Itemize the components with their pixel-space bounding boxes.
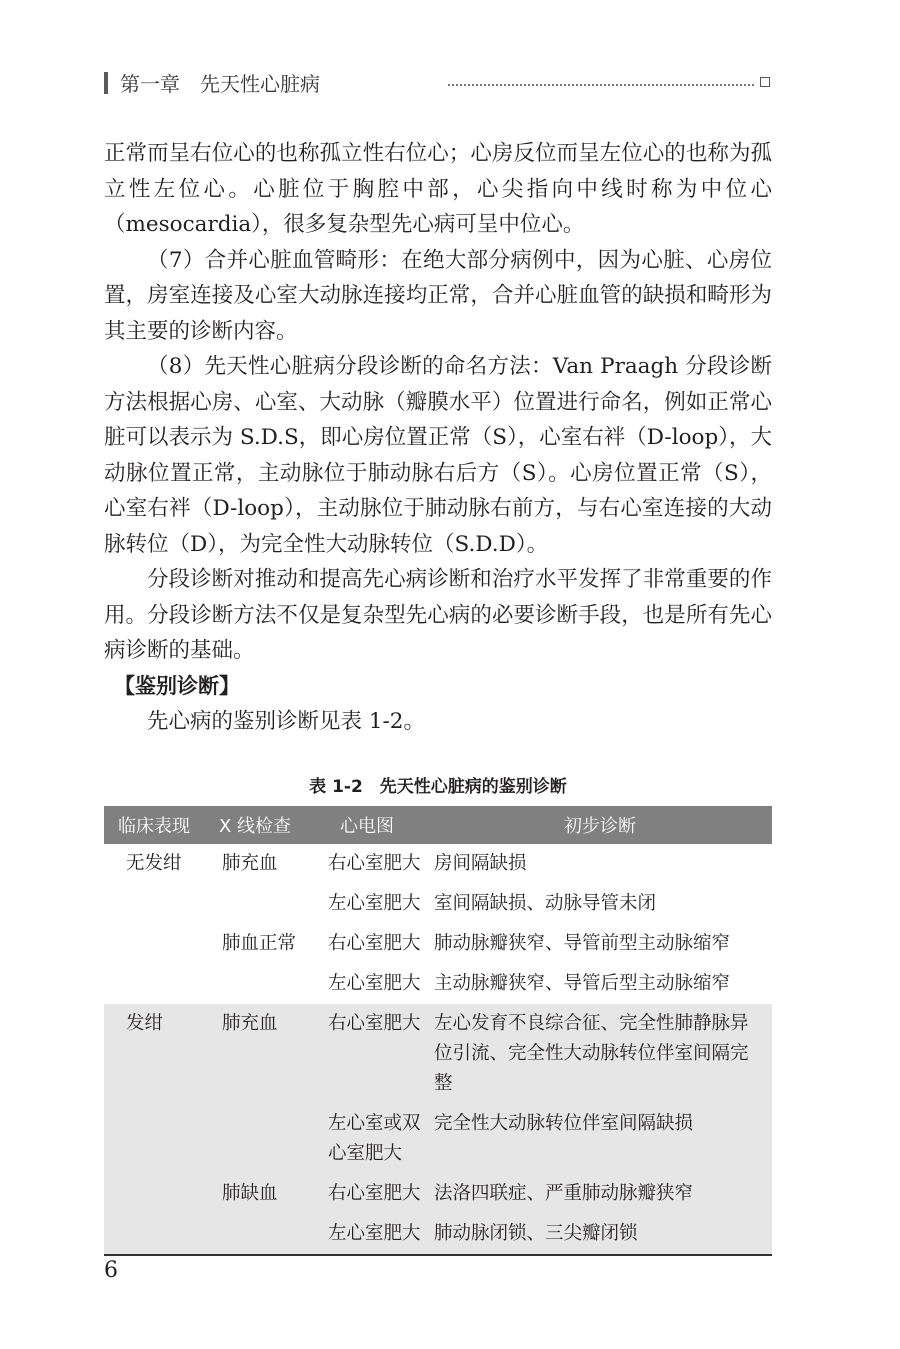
column-header: X 线检查 xyxy=(218,816,292,837)
table-cell: 无发绀 xyxy=(126,853,182,874)
table-cell xyxy=(204,1214,306,1255)
differential-diagnosis-table xyxy=(104,806,772,1256)
running-header xyxy=(104,64,772,100)
table-row xyxy=(104,964,772,1004)
table-cell: 法洛四联症、严重肺动脉瓣狭窄 xyxy=(434,1183,694,1204)
section-heading: 【鉴别诊断】 xyxy=(114,673,240,698)
table-cell: 左心室肥大 xyxy=(328,973,421,994)
table-cell xyxy=(104,1104,204,1174)
column-header: 临床表现 xyxy=(118,816,190,837)
body-text xyxy=(104,136,772,740)
table-cell xyxy=(104,884,204,924)
table-cell: 肺动脉闭锁、三尖瓣闭锁 xyxy=(428,1214,772,1255)
section-intro: 先心病的鉴别诊断见表 1-2。 xyxy=(147,709,425,734)
paragraph: （8）先天性心脏病分段诊断的命名方法：Van Praagh 分段诊断方法根据心房、心室、大动脉（瓣膜水平）位置进行命名，例如正常心脏可以表示为 S.D.S，即心房位置正常（S），心室右袢（D-loop），大动脉位置正常，主动脉位于肺动脉右后方（S）。心房位置正常（S），心室右袢（D-loop），主动脉位于肺动脉右前方，与右心室连接的大动脉转位（D），为完全性大动脉转位（S.D.D）。 xyxy=(104,354,772,557)
page-number: 6 xyxy=(104,1258,118,1283)
header-end-mark xyxy=(760,77,770,87)
table-cell: 右心室肥大 xyxy=(328,1183,421,1204)
column-header: 初步诊断 xyxy=(564,816,636,837)
table-row xyxy=(104,1214,772,1255)
table-row xyxy=(104,924,772,964)
table-cell: 肺缺血 xyxy=(222,1183,278,1204)
table-cell: 左心发育不良综合征、完全性肺静脉异位引流、完全性大动脉转位伴室间隔完整 xyxy=(434,1013,749,1094)
table-cell xyxy=(104,964,204,1004)
table-cell: 左心室肥大 xyxy=(328,893,421,914)
table-cell xyxy=(204,1104,306,1174)
table-cell xyxy=(104,1214,204,1255)
table-cell: 房间隔缺损 xyxy=(434,853,527,874)
table-cell xyxy=(204,884,306,924)
table-cell: 右心室肥大 xyxy=(328,853,421,874)
paragraph: （7）合并心脏血管畸形：在绝大部分病例中，因为心脏、心房位置，房室连接及心室大动脉连接均正常，合并心脏血管的缺损和畸形为其主要的诊断内容。 xyxy=(104,247,772,344)
table-cell: 左心室或双心室肥大 xyxy=(328,1113,421,1164)
table-row xyxy=(104,844,772,884)
table-cell xyxy=(204,964,306,1004)
chapter-title: 第一章 先天性心脏病 xyxy=(120,72,320,96)
table-row xyxy=(104,1004,772,1104)
table-cell: 主动脉瓣狭窄、导管后型主动脉缩窄 xyxy=(434,973,731,994)
table-cell: 室间隔缺损、动脉导管未闭 xyxy=(434,893,657,914)
column-header: 心电图 xyxy=(340,816,394,837)
table-header-row xyxy=(104,806,772,844)
table-cell: 肺动脉瓣狭窄、导管前型主动脉缩窄 xyxy=(434,933,731,954)
header-bar xyxy=(104,72,108,94)
table-row xyxy=(104,1174,772,1214)
table-cell xyxy=(104,1174,204,1214)
table-row xyxy=(104,1104,772,1174)
table-cell: 肺充血 xyxy=(222,1013,278,1034)
table-cell: 完全性大动脉转位伴室间隔缺损 xyxy=(434,1113,694,1134)
table-cell: 发绀 xyxy=(126,1013,164,1034)
paragraph: 分段诊断对推动和提高先心病诊断和治疗水平发挥了非常重要的作用。分段诊断方法不仅是复杂型先心病的必要诊断手段，也是所有先心病诊断的基础。 xyxy=(104,567,772,663)
table-caption: 表 1-2 先天性心脏病的鉴别诊断 xyxy=(309,777,567,797)
paragraph: 正常而呈右位心的也称孤立性右位心；心房反位而呈左位心的也称为孤立性左位心。心脏位于胸腔中部，心尖指向中线时称为中位心（mesocardia），很多复杂型先心病可呈中位心。 xyxy=(104,141,772,237)
table-row xyxy=(104,884,772,924)
table-cell: 肺充血 xyxy=(222,853,278,874)
table-cell: 右心室肥大 xyxy=(328,1013,421,1034)
header-dotted-rule xyxy=(448,84,754,86)
table-cell: 肺血正常 xyxy=(222,933,297,954)
table-cell: 右心室肥大 xyxy=(328,933,421,954)
table-cell: 左心室肥大 xyxy=(306,1214,428,1255)
table-cell xyxy=(104,924,204,964)
